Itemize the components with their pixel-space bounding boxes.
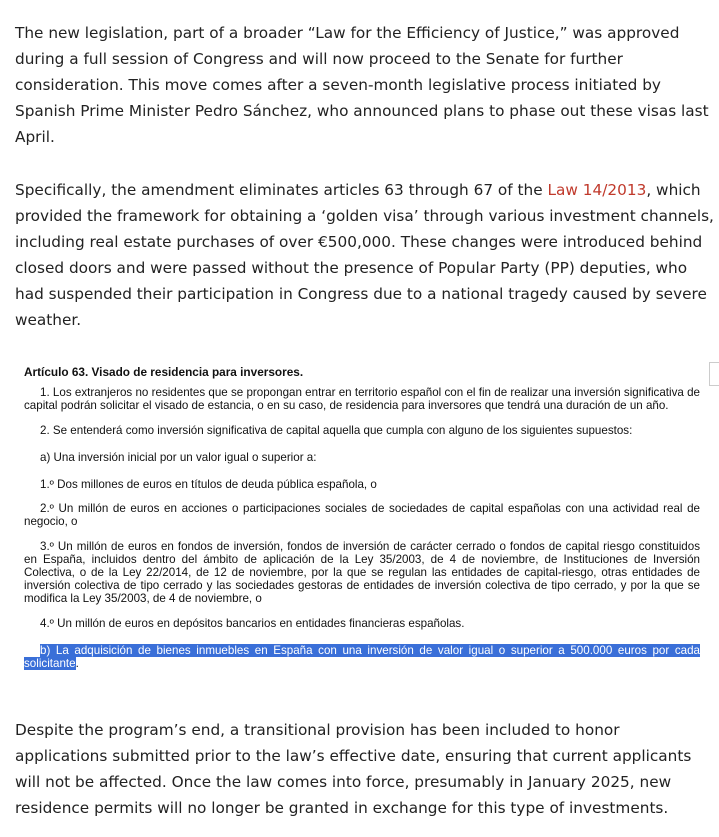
legal-text-excerpt-image	[0, 348, 719, 693]
highlighted-text: b) La adquisición de bienes inmuebles en España con una inversión de valor igual o superior a 500.000 euros por cada solicitante	[24, 643, 700, 671]
legal-paragraph-2: 2. Se entenderá como inversión significativa de capital aquella que cumpla con alguno de los siguientes supuestos:	[40, 423, 633, 437]
legal-paragraph-8	[24, 644, 700, 670]
legal-text-content	[24, 366, 700, 670]
scroll-handle[interactable]	[709, 362, 719, 386]
legal-paragraph-5: 2.º Un millón de euros en acciones o participaciones sociales de sociedades de capital españolas con una actividad real de negocio, o	[24, 502, 700, 529]
article-63-title: Artículo 63. Visado de residencia para inversores.	[24, 365, 304, 379]
article-paragraph-2	[15, 177, 715, 333]
legal-paragraph-8-tail: .	[75, 657, 79, 671]
paragraph-2-text-after: , which provided the framework for obtaining a ‘golden visa’ through various investment channels, including real estate purchases of over €500,000. These changes were introduced behind closed doors and were passed without the presence of Popular Party (PP) deputies, who had suspended their participation in Congress due to a national tragedy caused by severe weather.	[15, 181, 714, 329]
legal-paragraph-6: 3.º Un millón de euros en fondos de inversión, fondos de inversión de carácter cerrado o fondos de capital riesgo constituidos en España, incluidos dentro del ámbito de aplicación de la Ley 35/2003, de 4 de noviembre, de Instituciones de Inversión Colectiva, o de la Ley 22/2014, de 12 de noviembre, por la que se regulan las entidades de capital-riesgo, otras entidades de inversión colectiva de tipo cerrado y las sociedades gestoras de entidades de inversión colectiva de tipo cerrado, y por la que se modifica la Ley 35/2003, de 4 de noviembre, o	[24, 539, 700, 606]
article-paragraph-1: The new legislation, part of a broader “Law for the Efficiency of Justice,” was approved during a full session of Congress and will now proceed to the Senate for further consideration. This move comes after a seven-month legislative process initiated by Spanish Prime Minister Pedro Sánchez, who announced plans to phase out these visas last April.	[15, 24, 709, 146]
legal-paragraph-7: 4.º Un millón de euros en depósitos bancarios en entidades financieras españolas.	[40, 616, 465, 630]
legal-paragraph-4: 1.º Dos millones de euros en títulos de deuda pública española, o	[40, 478, 377, 492]
article-paragraph-3: Despite the program’s end, a transitional provision has been included to honor applications submitted prior to the law’s effective date, ensuring that current applicants will not be affected. Once the law comes into force, presumably in January 2025, new residence permits will no longer be granted in exchange for this type of investments.	[15, 721, 692, 817]
legal-paragraph-1: 1. Los extranjeros no residentes que se propongan entrar en territorio español con el fin de realizar una inversión significativa de capital podrán solicitar el visado de estancia, o en su caso, de residencia para inversores que tendrá una duración de un año.	[24, 386, 700, 413]
law-14-2013-link[interactable]: Law 14/2013	[547, 181, 647, 199]
paragraph-2-text-before: Specifically, the amendment eliminates articles 63 through 67 of the	[15, 181, 548, 199]
legal-paragraph-3: a) Una inversión inicial por un valor igual o superior a:	[40, 450, 317, 464]
